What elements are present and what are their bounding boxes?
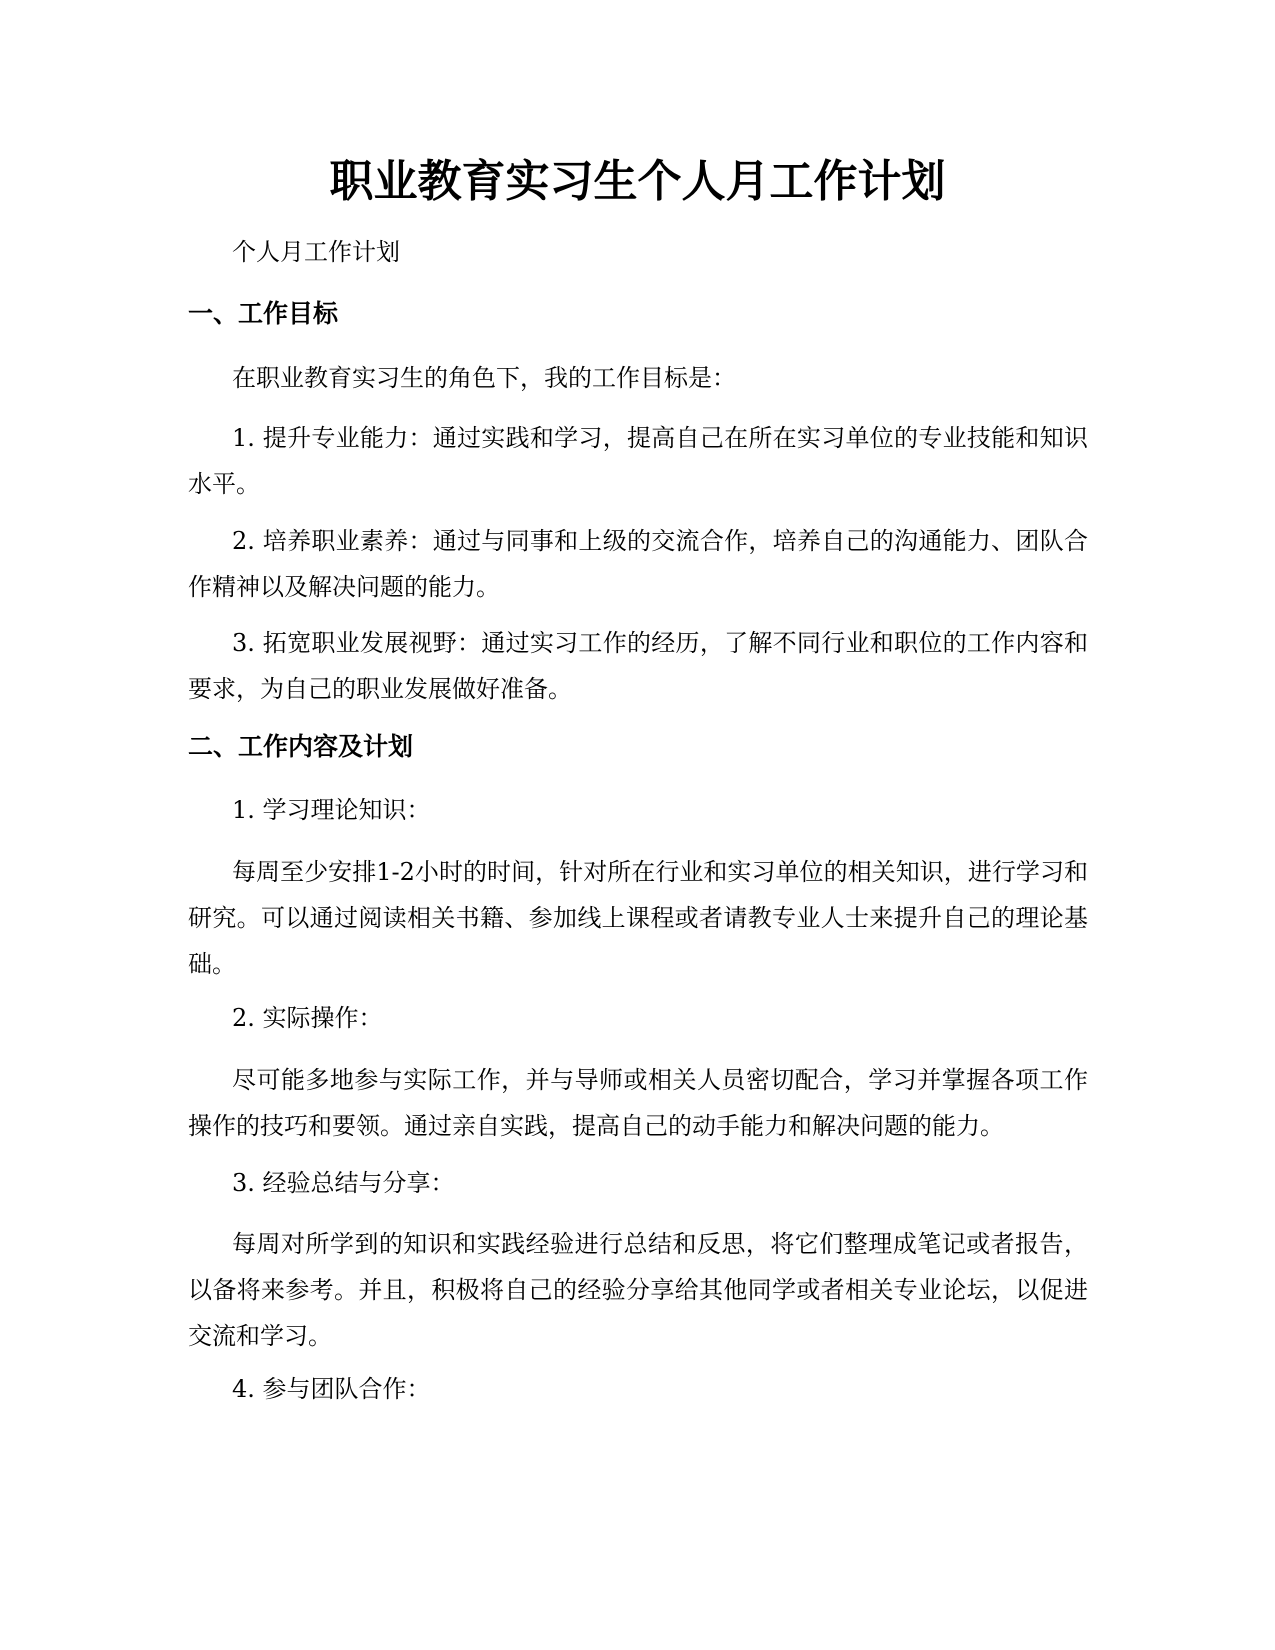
plan-item-text-2: 尽可能多地参与实际工作，并与导师或相关人员密切配合，学习并掌握各项工作操作的技巧和要领。通过亲自实践，提高自己的动手能力和解决问题的能力。 <box>188 1066 1088 1140</box>
plan-item-label-1: 1. 学习理论知识： <box>232 796 431 824</box>
goal-item-3: 3. 拓宽职业发展视野：通过实习工作的经历，了解不同行业和职位的工作内容和要求，为自己的职业发展做好准备。 <box>188 629 1088 703</box>
section-heading-content-plan: 二、工作内容及计划 <box>188 732 414 761</box>
document-title: 职业教育实习生个人月工作计划 <box>329 156 946 207</box>
plan-item-text-1: 每周至少安排1-2小时的时间，针对所在行业和实习单位的相关知识，进行学习和研究。可以通过阅读相关书籍、参加线上课程或者请教专业人士来提升自己的理论基础。 <box>188 858 1088 978</box>
plan-item-label-2: 2. 实际操作： <box>232 1004 383 1032</box>
document-subtitle: 个人月工作计划 <box>232 238 400 266</box>
goal-item-2: 2. 培养职业素养：通过与同事和上级的交流合作，培养自己的沟通能力、团队合作精神以及解决问题的能力。 <box>188 527 1088 601</box>
plan-item-text-3: 每周对所学到的知识和实践经验进行总结和反思，将它们整理成笔记或者报告，以备将来参考。并且，积极将自己的经验分享给其他同学或者相关专业论坛，以促进交流和学习。 <box>188 1230 1088 1350</box>
section-heading-goals: 一、工作目标 <box>188 299 339 328</box>
plan-item-label-3: 3. 经验总结与分享： <box>232 1169 455 1197</box>
goal-item-1: 1. 提升专业能力：通过实践和学习，提高自己在所在实习单位的专业技能和知识水平。 <box>188 424 1088 498</box>
goals-intro: 在职业教育实习生的角色下，我的工作目标是： <box>232 364 736 392</box>
plan-item-label-4: 4. 参与团队合作： <box>232 1375 431 1403</box>
